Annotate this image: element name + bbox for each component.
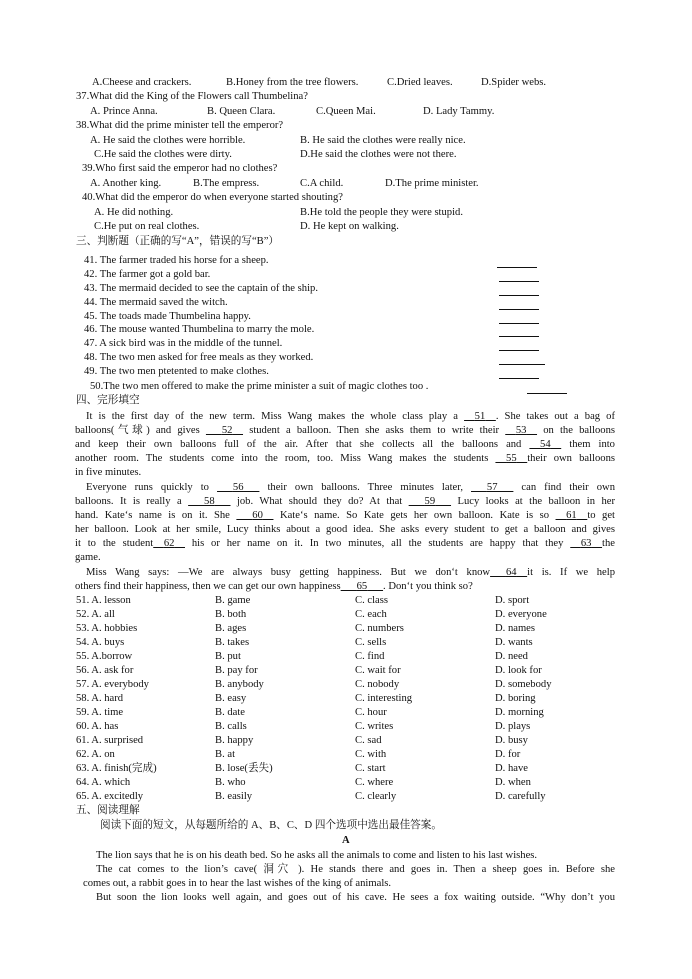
blank-52[interactable]: 52 xyxy=(221,425,233,436)
tf-item-50: 50.The two men offered to make the prime minister a suit of magic clothes too . xyxy=(90,381,429,392)
option-60-d[interactable]: D. plays xyxy=(495,721,531,732)
q39-option-d: D.The prime minister. xyxy=(385,178,479,189)
blank-65[interactable]: 65 xyxy=(356,581,368,592)
option-60-a[interactable]: 60. A. has xyxy=(76,721,119,732)
q37-option-d: D. Lady Tammy. xyxy=(423,106,495,117)
option-58-c[interactable]: C. interesting xyxy=(355,693,413,704)
tf-item-48: 48. The two men asked for free meals as they worked. xyxy=(84,352,314,363)
option-58-a[interactable]: 58. A. hard xyxy=(76,693,124,704)
cloze-line: in five minutes. xyxy=(75,467,142,478)
q40-option-a: A. He did nothing. xyxy=(94,207,174,218)
option-59-b[interactable]: B. date xyxy=(215,707,246,718)
option-53-a[interactable]: 53. A. hobbies xyxy=(76,623,138,634)
blank-60[interactable]: 60 xyxy=(252,510,263,521)
option-62-a[interactable]: 62. A. on xyxy=(76,749,115,760)
answer-blank-41[interactable] xyxy=(497,267,537,268)
option-53-c[interactable]: C. numbers xyxy=(355,623,404,634)
q39-option-b: B.The empress. xyxy=(193,178,260,189)
answer-blank-43[interactable] xyxy=(499,295,539,296)
q37-option-a: A. Prince Anna. xyxy=(90,106,158,117)
answer-blank-47[interactable] xyxy=(499,350,539,351)
option-57-b[interactable]: B. anybody xyxy=(215,679,264,690)
q36-option-a: A.Cheese and crackers. xyxy=(92,77,192,88)
option-62-b[interactable]: B. at xyxy=(215,749,236,760)
q40-option-d: D. He kept on walking. xyxy=(300,221,399,232)
option-57-d[interactable]: D. somebody xyxy=(495,679,552,690)
question-39: 39.Who first said the emperor had no clothes? xyxy=(82,163,278,174)
tf-item-44: 44. The mermaid saved the witch. xyxy=(84,297,228,308)
option-57-c[interactable]: C. nobody xyxy=(355,679,400,690)
blank-64[interactable]: 64 xyxy=(505,567,517,578)
option-61-d[interactable]: D. busy xyxy=(495,735,528,746)
option-64-c[interactable]: C. where xyxy=(355,777,394,788)
blank-63[interactable]: 63 xyxy=(580,538,592,549)
section-3-title: 三、判断题（正确的写“A”，错误的写“B”） xyxy=(76,236,280,247)
cloze-line: balloons. It is really a 58 job. What should they do? At that 59 Lucy looks at the balloon in her xyxy=(75,496,615,507)
tf-item-41: 41. The farmer traded his horse for a sheep. xyxy=(84,255,269,266)
option-53-d[interactable]: D. names xyxy=(495,623,536,634)
cloze-line: and keep their own balloons full of the air. After that she collects all the balloons and 54 them into xyxy=(75,439,615,450)
option-52-b[interactable]: B. both xyxy=(215,609,247,620)
passage-label: A xyxy=(342,835,350,846)
option-51-c[interactable]: C. class xyxy=(355,595,388,606)
q36-option-b: B.Honey from the tree flowers. xyxy=(226,77,359,88)
option-61-b[interactable]: B. happy xyxy=(215,735,254,746)
cloze-line: Everyone runs quickly to 56 their own balloons. Three minutes later, 57 can find their own xyxy=(86,482,615,493)
tf-item-49: 49. The two men ptetented to make clothes. xyxy=(84,366,269,377)
q38-option-c: C.He said the clothes were dirty. xyxy=(94,149,232,160)
cloze-line: it to the student 62 his or her name on it. In two minutes, all the students are happy that they 63 the xyxy=(75,538,615,549)
blank-53[interactable]: 53 xyxy=(515,425,527,436)
answer-blank-42[interactable] xyxy=(499,281,539,282)
option-65-d[interactable]: D. carefully xyxy=(495,791,546,802)
tf-item-46: 46. The mouse wanted Thumbelina to marry the mole. xyxy=(84,324,315,335)
tf-item-42: 42. The farmer got a gold bar. xyxy=(84,269,211,280)
question-40: 40.What did the emperor do when everyone started shouting? xyxy=(82,192,343,203)
blank-56[interactable]: 56 xyxy=(232,482,244,493)
blank-55[interactable]: 55 xyxy=(506,453,517,464)
option-56-d[interactable]: D. look for xyxy=(495,665,542,676)
passage-line: comes out, a rabbit goes in to hear the last wishes of the king of animals. xyxy=(83,878,392,889)
option-54-a[interactable]: 54. A. buys xyxy=(76,637,125,648)
option-55-a[interactable]: 55. A.borrow xyxy=(76,651,133,662)
option-54-d[interactable]: D. wants xyxy=(495,637,533,648)
option-51-b[interactable]: B. game xyxy=(215,595,251,606)
option-63-a[interactable]: 63. A. finish(完成) xyxy=(76,763,157,774)
option-51-d[interactable]: D. sport xyxy=(495,595,530,606)
q36-option-c: C.Dried leaves. xyxy=(387,77,453,88)
option-54-c[interactable]: C. sells xyxy=(355,637,387,648)
option-65-b[interactable]: B. easily xyxy=(215,791,253,802)
q39-option-c: C.A child. xyxy=(300,178,344,189)
answer-blank-46[interactable] xyxy=(499,336,539,337)
q38-option-d: D.He said the clothes were not there. xyxy=(300,149,457,160)
option-63-d[interactable]: D. have xyxy=(495,763,528,774)
option-65-a[interactable]: 65. A. excitedly xyxy=(76,791,144,802)
blank-57[interactable]: 57 xyxy=(486,482,498,493)
option-54-b[interactable]: B. takes xyxy=(215,637,250,648)
cloze-line: her balloon. Look at her smile, Lucy thinks about a good idea. She asks every student to get a balloon and gives xyxy=(75,524,615,535)
cloze-line: another room. The students come into the room, too. Miss Wang makes the students 55 their own balloons xyxy=(75,453,615,464)
passage-line: But soon the lion looks well again, and goes out of his cave. He sees a fox waiting outside. “Why don’t you xyxy=(96,892,615,903)
answer-blank-49[interactable] xyxy=(499,378,539,379)
option-59-c[interactable]: C. hour xyxy=(355,707,387,718)
cloze-line: game. xyxy=(75,552,101,563)
blank-58[interactable]: 58 xyxy=(204,496,215,507)
option-59-d[interactable]: D. morning xyxy=(495,707,544,718)
question-37: 37.What did the King of the Flowers call Thumbelina? xyxy=(76,91,308,102)
option-63-c[interactable]: C. start xyxy=(355,763,386,774)
tf-item-45: 45. The toads made Thumbelina happy. xyxy=(84,311,251,322)
cloze-line: hand. Kate‘s name is on it. She 60 Kate‘s name. So Kate gets her own balloon. Kate is so 61 to get xyxy=(75,510,615,521)
section-5-title: 五、阅读理解 xyxy=(76,805,140,816)
option-55-c[interactable]: C. find xyxy=(355,651,385,662)
answer-blank-44[interactable] xyxy=(499,309,539,310)
q39-option-a: A. Another king. xyxy=(90,178,162,189)
blank-62[interactable]: 62 xyxy=(163,538,175,549)
option-65-c[interactable]: C. clearly xyxy=(355,791,397,802)
option-60-c[interactable]: C. writes xyxy=(355,721,394,732)
blank-61[interactable]: 61 xyxy=(566,510,577,521)
option-53-b[interactable]: B. ages xyxy=(215,623,247,634)
q37-option-b: B. Queen Clara. xyxy=(207,106,276,117)
option-63-b[interactable]: B. lose(丢失) xyxy=(215,763,273,774)
tf-item-47: 47. A sick bird was in the middle of the tunnel. xyxy=(84,338,283,349)
option-55-b[interactable]: B. put xyxy=(215,651,241,662)
option-61-c[interactable]: C. sad xyxy=(355,735,382,746)
cloze-line: Miss Wang says: —We are always busy getting happiness. But we don‘t know 64 it is. If we help xyxy=(86,567,616,578)
option-52-d[interactable]: D. everyone xyxy=(495,609,547,620)
option-58-d[interactable]: D. boring xyxy=(495,693,536,704)
blank-54[interactable]: 54 xyxy=(540,439,551,450)
blank-59[interactable]: 59 xyxy=(424,496,436,507)
option-64-a[interactable]: 64. A. which xyxy=(76,777,131,788)
reading-instruction: 阅读下面的短文，从每题所给的 A、B、C、D 四个选项中选出最佳答案。 xyxy=(100,820,442,831)
option-56-b[interactable]: B. pay for xyxy=(215,665,258,676)
option-51-a[interactable]: 51. A. lesson xyxy=(76,595,131,606)
option-56-c[interactable]: C. wait for xyxy=(355,665,401,676)
section-4-title: 四、完形填空 xyxy=(76,395,140,406)
option-64-d[interactable]: D. when xyxy=(495,777,531,788)
option-56-a[interactable]: 56. A. ask for xyxy=(76,665,134,676)
option-57-a[interactable]: 57. A. everybody xyxy=(76,679,149,690)
q37-option-c: C.Queen Mai. xyxy=(316,106,376,117)
q38-option-a: A. He said the clothes were horrible. xyxy=(90,135,246,146)
q40-option-c: C.He put on real clothes. xyxy=(94,221,200,232)
cloze-line: It is the first day of the new term. Miss Wang makes the whole class play a 51 . She takes out a bag of xyxy=(86,411,615,422)
option-52-a[interactable]: 52. A. all xyxy=(76,609,115,620)
passage-line: The lion says that he is on his death bed. So he asks all the animals to come and listen to his last wishes. xyxy=(96,850,538,861)
cloze-line: balloons(气球) and gives 52 student a balloon. Then she asks them to write their 53 on the balloons xyxy=(75,425,616,436)
tf-item-43: 43. The mermaid decided to see the captain of the ship. xyxy=(84,283,318,294)
answer-blank-48[interactable] xyxy=(499,364,545,365)
blank-51[interactable]: 51 xyxy=(474,411,486,422)
option-52-c[interactable]: C. each xyxy=(355,609,387,620)
option-62-d[interactable]: D. for xyxy=(495,749,521,760)
option-61-a[interactable]: 61. A. surprised xyxy=(76,735,144,746)
option-59-a[interactable]: 59. A. time xyxy=(76,707,124,718)
q38-option-b: B. He said the clothes were really nice. xyxy=(300,135,466,146)
cloze-line: others find their happiness, then we can get our own happiness 65 . Don‘t you think so? xyxy=(75,581,473,592)
answer-blank-50[interactable] xyxy=(527,393,567,394)
passage-line: The cat comes to the lion’s cave( 洞穴 ). He stands there and goes in. Then a sheep goes in. Before she xyxy=(96,864,615,875)
question-38: 38.What did the prime minister tell the emperor? xyxy=(76,120,284,131)
option-55-d[interactable]: D. need xyxy=(495,651,528,662)
option-64-b[interactable]: B. who xyxy=(215,777,246,788)
answer-blank-45[interactable] xyxy=(499,323,539,324)
option-60-b[interactable]: B. calls xyxy=(215,721,247,732)
option-58-b[interactable]: B. easy xyxy=(215,693,247,704)
option-62-c[interactable]: C. with xyxy=(355,749,387,760)
q40-option-b: B.He told the people they were stupid. xyxy=(300,207,463,218)
q36-option-d: D.Spider webs. xyxy=(481,77,547,88)
